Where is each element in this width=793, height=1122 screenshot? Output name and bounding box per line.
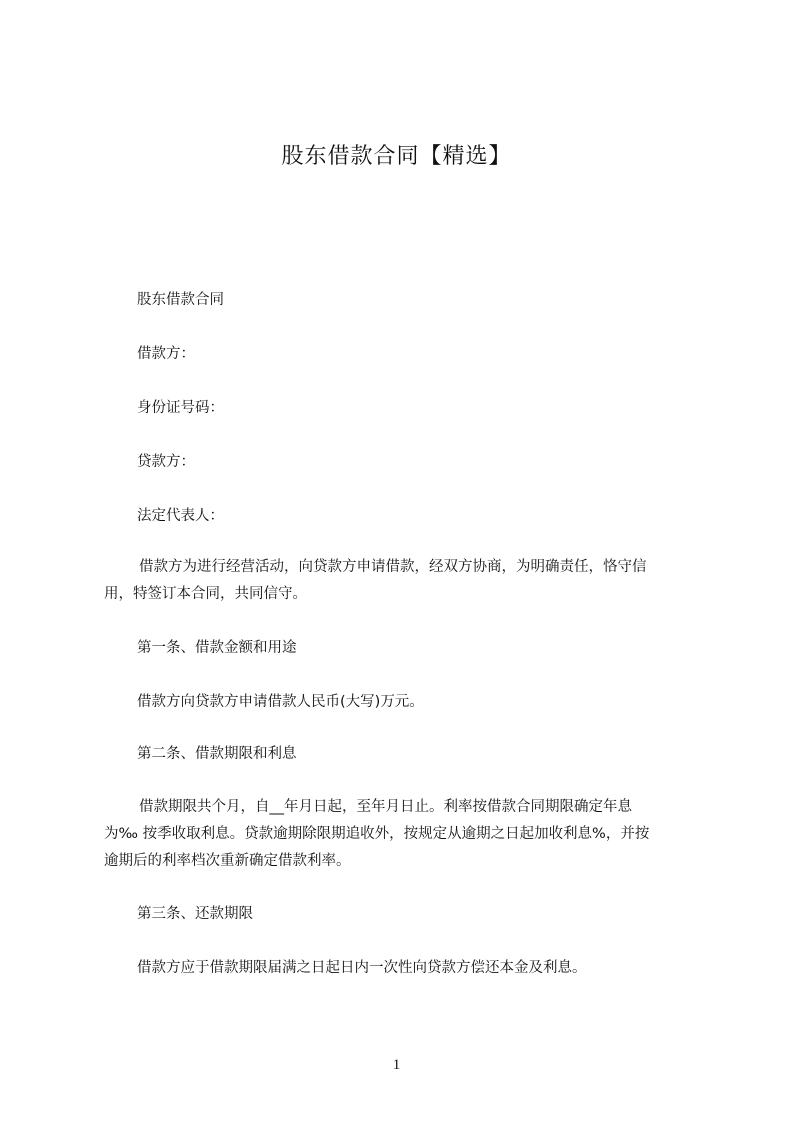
id-number-line: 身份证号码：	[137, 400, 224, 416]
article-3-body: 借款方应于借款期限届满之日起日内一次性向贷款方偿还本金及利息。	[137, 960, 587, 976]
article-1-heading: 第一条、借款金额和用途	[137, 640, 297, 656]
article-2-line-3: 逾期后的利率档次重新确定借款利率。	[104, 853, 351, 869]
article-2-line-1: 借款期限共个月，自__年月日起，至年月日止。利率按借款合同期限确定年息	[139, 799, 632, 815]
borrower-line: 借款方：	[137, 346, 195, 362]
lender-line: 贷款方：	[137, 454, 195, 470]
intro-paragraph	[104, 554, 700, 608]
article-3-heading: 第三条、还款期限	[137, 906, 253, 922]
article-2-heading: 第二条、借款期限和利息	[137, 746, 297, 762]
article-2-paragraph	[104, 794, 700, 875]
contract-name-line: 股东借款合同	[137, 292, 224, 308]
article-1-body: 借款方向贷款方申请借款人民币(大写)万元。	[137, 694, 424, 710]
intro-line-2: 用，特签订本合同，共同信守。	[104, 586, 307, 602]
document-title: 股东借款合同【精选】	[281, 144, 512, 169]
intro-line-1: 借款方为进行经营活动，向贷款方申请借款，经双方协商，为明确责任，恪守信	[139, 559, 647, 575]
page-number: 1	[392, 1057, 401, 1073]
legal-representative-line: 法定代表人：	[137, 508, 224, 524]
article-2-line-2: 为‰ 按季收取利息。贷款逾期除限期追收外，按规定从逾期之日起加收利息%，并按	[104, 826, 650, 842]
